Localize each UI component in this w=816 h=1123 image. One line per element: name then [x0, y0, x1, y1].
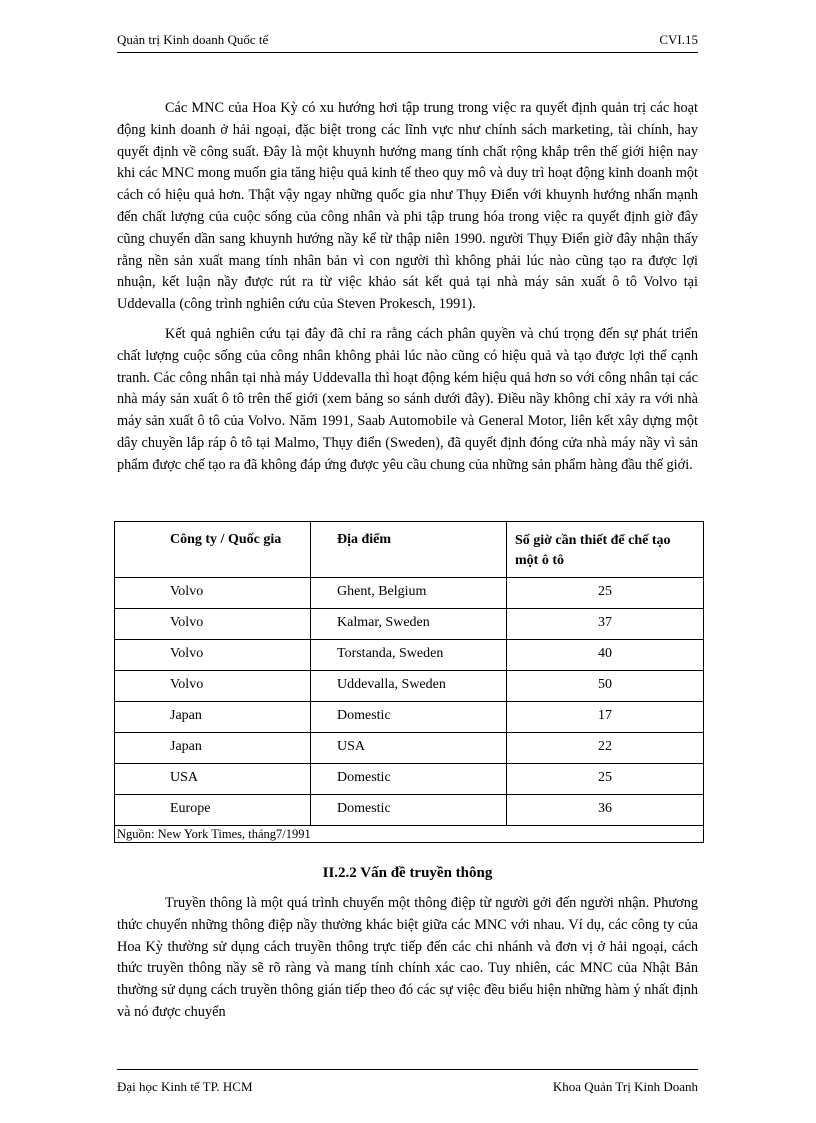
cell-hours: 40: [507, 640, 704, 671]
cell-hours: 50: [507, 671, 704, 702]
cell-location: Torstanda, Sweden: [311, 640, 507, 671]
paragraph-2: Kết quả nghiên cứu tại đây đã chỉ ra rằng cách phân quyền và chú trọng đến sự phát triển chất lượng cuộc sống của công nhân không phải lúc nào cũng có hiệu quả và tạo được lợi thế cạnh tranh. Các công nhân tại nhà máy Uddevalla thì hoạt động kém hiệu quả hơn so với công nhân tại các nhà máy sản xuất ô tô trên thế giới (xem bảng so sánh dưới đây). Điều nầy không chỉ xảy ra với nhà máy sản xuất ô tô của Volvo. Năm 1991, Saab Automobile và General Motor, liên kết xây dựng một dây chuyền lắp ráp ô tô tại Malmo, Thụy điển (Sweden), đã quyết định đóng cửa nhà máy nầy vì sản phẩm được chế tạo ra đã không đáp ứng được yêu cầu chung của những sản phẩm hàng đầu thế giới.: [117, 325, 698, 473]
table-row: [115, 795, 704, 826]
table-header-row: [115, 522, 704, 578]
footer-university: Đại học Kinh tế TP. HCM: [117, 1079, 253, 1094]
column-header-company: Công ty / Quốc gia: [115, 522, 311, 578]
cell-location: Domestic: [311, 702, 507, 733]
column-header-hours: Số giờ cần thiết để chế tạo một ô tô: [507, 522, 704, 578]
section-paragraph: Truyền thông là một quá trình chuyển một thông điệp từ người gởi đến người nhận. Phương thức chuyển những thông điệp nầy thường khác biệt giữa các MNC với nhau. Ví dụ, các công ty của Hoa Kỳ thường sử dụng cách truyền thông trực tiếp đến các chi nhánh và đơn vị ở hải ngoại, cách thức truyền thông nầy sẽ rõ ràng và mang tính chính xác cao. Tuy nhiên, các MNC của Nhật Bản thường sử dụng cách truyền thông gián tiếp theo đó các sự việc đều biểu hiện những hàm ý nhất định và nó được chuyển: [117, 895, 698, 1020]
header-title: Quản trị Kinh doanh Quốc tế: [117, 32, 269, 47]
cell-company: Volvo: [115, 578, 311, 609]
table-row: [115, 609, 704, 640]
cell-hours: 17: [507, 702, 704, 733]
page-footer: [117, 1069, 698, 1098]
table-row: [115, 578, 704, 609]
table-row: [115, 671, 704, 702]
body-text: [117, 98, 698, 485]
section-heading: II.2.2 Vấn đề truyền thông: [322, 865, 493, 881]
cell-company: Volvo: [115, 671, 311, 702]
cell-company: Europe: [115, 795, 311, 826]
table-source-note: Nguồn: New York Times, tháng7/1991: [115, 826, 704, 843]
cell-hours: 22: [507, 733, 704, 764]
footer-faculty: Khoa Quản Trị Kinh Doanh: [552, 1079, 698, 1094]
comparison-table: [114, 521, 704, 843]
cell-location: USA: [311, 733, 507, 764]
table-row: [115, 640, 704, 671]
page-header: [117, 28, 698, 53]
section-body: [117, 893, 698, 1024]
table-row: [115, 733, 704, 764]
cell-location: Uddevalla, Sweden: [311, 671, 507, 702]
cell-company: Japan: [115, 733, 311, 764]
cell-company: Japan: [115, 702, 311, 733]
cell-company: Volvo: [115, 640, 311, 671]
table-source-row: [115, 826, 704, 843]
header-page-code: CVI.15: [659, 32, 698, 47]
cell-location: Ghent, Belgium: [311, 578, 507, 609]
cell-hours: 25: [507, 578, 704, 609]
table-row: [115, 702, 704, 733]
cell-hours: 25: [507, 764, 704, 795]
cell-hours: 36: [507, 795, 704, 826]
cell-company: Volvo: [115, 609, 311, 640]
paragraph-1: Các MNC của Hoa Kỳ có xu hướng hơi tập trung trong việc ra quyết định quản trị các hoạt động kinh doanh ở hải ngoại, đặc biệt trong các lĩnh vực như chính sách marketing, tài chính, hay quyết định về công suất. Đây là một khuynh hướng mang tính chất rộng khắp trên thế giới hiện nay khi các MNC mong muốn gia tăng hiệu quả kinh tế theo quy mô và duy trì hoạt động kinh doanh một cách có hiệu quả hơn. Thật vậy ngay những quốc gia như Thụy Điển với khuynh hướng nhấn mạnh đến chất lượng của cuộc sống của công nhân và phi tập trung hóa trong việc ra quyết định giờ đây cũng chuyển dần sang khuynh hướng nầy kể từ thập niên 1990. người Thụy Điển giờ đây nhận thấy rằng nền sản xuất mang tính nhân bản vì con người thì không phải lúc nào cũng tạo ra được lợi nhuận, kết luận nầy được rút ra từ việc khảo sát kết quả tại nhà máy sản xuất ô tô Volvo tại Uddevalla (công trình nghiên cứu của Steven Prokesch, 1991).: [117, 100, 698, 313]
cell-company: USA: [115, 764, 311, 795]
cell-location: Kalmar, Sweden: [311, 609, 507, 640]
cell-location: Domestic: [311, 764, 507, 795]
cell-hours: 37: [507, 609, 704, 640]
column-header-location: Địa điểm: [311, 522, 507, 578]
table-row: [115, 764, 704, 795]
cell-location: Domestic: [311, 795, 507, 826]
